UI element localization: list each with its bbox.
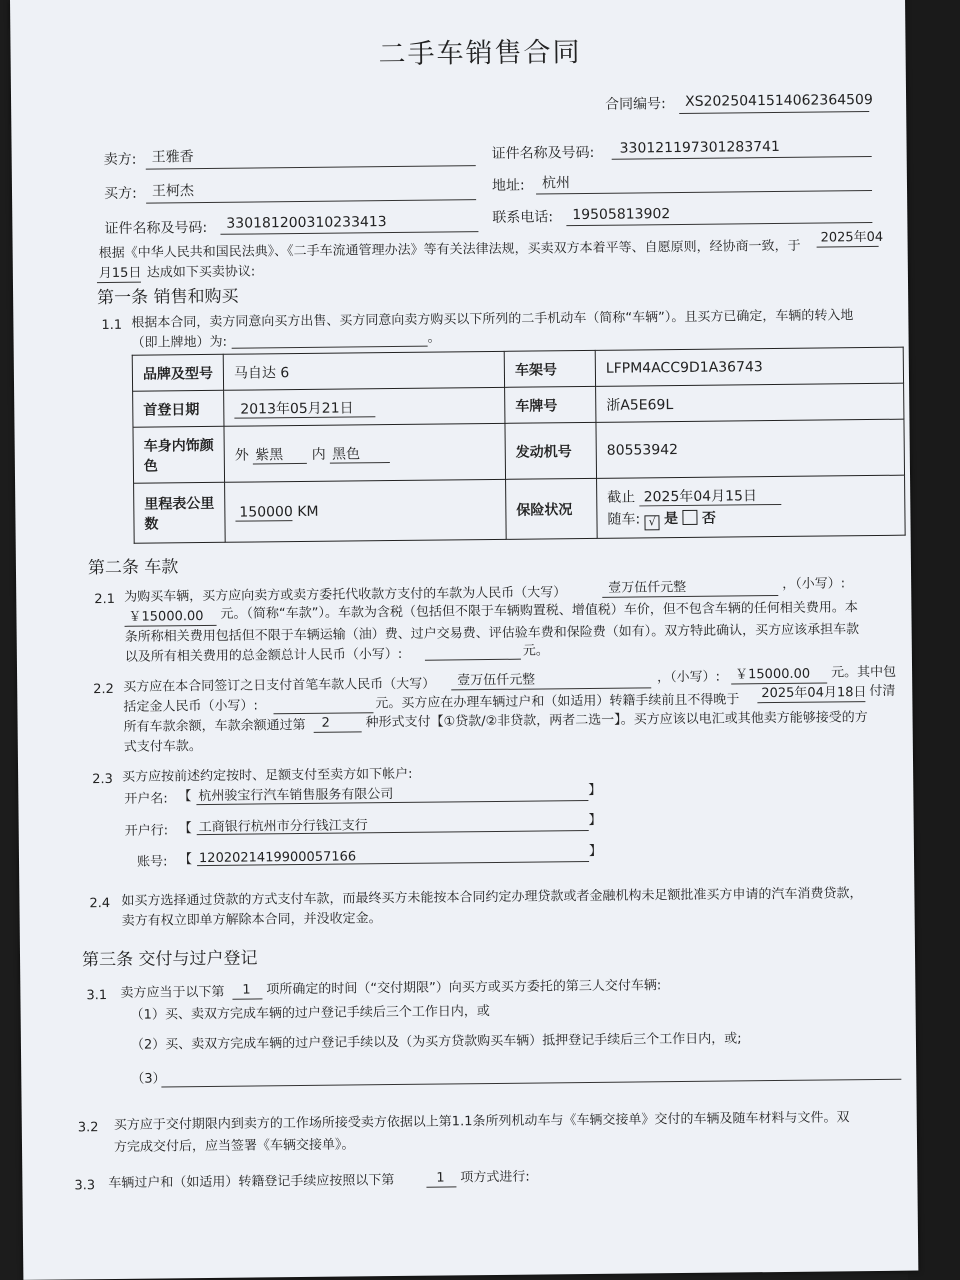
account-name-label: 开户名: xyxy=(124,791,168,807)
clause-2-2-text: 付清 xyxy=(869,683,896,700)
yes-label: 是 xyxy=(664,510,679,527)
buyer-label: 买方: xyxy=(103,185,137,203)
insurance-label: 保险状况 xyxy=(506,478,598,539)
account-name: 杭州骏宝行汽车销售服务有限公司 xyxy=(198,787,394,805)
delivery-option-2: （2）买、卖双方完成车辆的过户登记手续以及（为买方贷款购买车辆）抵押登记手续后三个工作日内，或; xyxy=(130,1031,742,1053)
engine-label: 发动机号 xyxy=(505,422,597,479)
preamble-date: 2025年04 xyxy=(820,229,884,246)
underline xyxy=(97,282,141,283)
interior-label: 内 xyxy=(311,446,326,463)
clause-number: 2.4 xyxy=(89,896,111,912)
clause-number: 3.2 xyxy=(77,1120,99,1136)
clause-2-1-text: ，（小写）: xyxy=(782,576,846,592)
seller-label: 卖方: xyxy=(103,151,137,169)
underline xyxy=(146,165,476,169)
article-3-title: 第三条 交付与过户登记 xyxy=(81,948,258,971)
reg-date-label: 首登日期 xyxy=(133,390,224,427)
color-value xyxy=(224,423,506,482)
transfer-item: 1 xyxy=(436,1170,445,1186)
buyer-name: 王柯杰 xyxy=(151,183,195,200)
clause-2-2-text: 买方应在本合同签订之日支付首笔车款人民币（大写） xyxy=(123,676,436,695)
color-label: 车身内饰颜色 xyxy=(133,426,225,483)
article-1-title: 第一条 销售和购买 xyxy=(97,286,239,309)
insurance-value xyxy=(597,475,906,538)
clause-2-4-text: 如买方选择通过贷款的方式支付车款，而最终买方未能按本合同约定办理贷款或者金融机构未足额批准买方申请的汽车消费贷款， xyxy=(121,886,863,909)
plate-value: 浙A5E69L xyxy=(596,383,904,422)
clause-number: 1.1 xyxy=(101,317,123,334)
address: 杭州 xyxy=(541,175,571,192)
clause-3-3-text: 项方式进行: xyxy=(460,1169,530,1186)
bracket: 【 xyxy=(178,789,192,805)
buyer-id-label: 证件名称及号码: xyxy=(104,219,208,238)
clause-1-1-text: （即上牌地）为: xyxy=(131,334,228,351)
mileage-value xyxy=(225,479,507,542)
buyer-id: 330181200310233413 xyxy=(226,214,387,232)
address-label: 地址: xyxy=(491,177,525,194)
clause-3-2-text: 买方应于交付期限内到卖方的工作场所接受卖方依据以上第1.1条所列机动车与《车辆交接单》交付的车辆及随车材料与文件。双 xyxy=(113,1110,850,1133)
underline xyxy=(314,731,362,733)
vin-value: LFPM4ACC9D1A36743 xyxy=(595,347,903,386)
clause-2-1-text: 元。 xyxy=(522,643,549,659)
plate-label: 车牌号 xyxy=(505,386,596,423)
clause-2-1-text: 以及所有相关费用的总金额总计人民币（小写）: xyxy=(124,646,403,665)
vin-label: 车架号 xyxy=(504,350,595,387)
clause-2-1-text: 为购买车辆，买方应向卖方或卖方委托代收款方支付的车款为人民币（大写） xyxy=(124,585,567,605)
no-label: 否 xyxy=(701,510,717,527)
underline xyxy=(536,190,872,195)
brand-value: 马自达 6 xyxy=(223,351,504,390)
reg-date-value xyxy=(224,387,505,426)
clause-1-1-end: 。 xyxy=(427,330,441,346)
clause-2-2-text: ，（小写）: xyxy=(657,669,721,686)
underline xyxy=(679,111,869,114)
clause-2-3-text: 买方应按前述约定按时、足额支付至卖方如下帐户: xyxy=(122,766,413,785)
price-in-words: 壹万伍仟元整 xyxy=(608,579,687,596)
article-2-title: 第二条 车款 xyxy=(87,557,179,579)
brand-label: 品牌及型号 xyxy=(132,354,223,391)
underline xyxy=(425,659,521,661)
bracket: 】 xyxy=(588,843,603,859)
insurance-deadline-label: 截止 xyxy=(607,488,636,506)
account-no-label: 账号: xyxy=(136,854,168,870)
phone: 19505813902 xyxy=(572,206,671,224)
contract-page xyxy=(10,0,918,1280)
contract-title: 二手车销售合同 xyxy=(378,37,582,71)
engine-value: 80553942 xyxy=(596,419,905,478)
contract-no-label: 合同编号: xyxy=(605,96,666,113)
clause-2-2-text: 元。买方应在办理车辆过户和（如适用）转籍手续前且不得晚于 xyxy=(375,692,740,712)
checkbox-no xyxy=(682,509,697,524)
delivery-option-1: （1）买、卖双方完成车辆的过户登记手续后三个工作日内，或 xyxy=(130,1004,490,1023)
checkbox-yes: √ xyxy=(645,515,660,530)
account-bank-label: 开户行: xyxy=(124,823,169,839)
delivery-option-3: （3） xyxy=(131,1071,166,1087)
clause-number: 2.2 xyxy=(93,681,114,698)
interior-color: 黑色 xyxy=(330,446,390,464)
clause-2-1-text: 元。（简称“车款”）。车款为含税（包括但不限于车辆购置税、增值税）车价，但不包含车辆的任何相关费用。本 xyxy=(220,600,858,622)
clause-2-4-text: 卖方有权立即单方解除本合同，并没收定金。 xyxy=(121,911,382,929)
clause-number: 2.1 xyxy=(94,591,116,608)
clause-number: 3.3 xyxy=(74,1178,96,1194)
clause-3-2-text: 方完成交付后，应当签署《车辆交接单》。 xyxy=(113,1137,355,1155)
bracket: 【 xyxy=(178,852,193,868)
reg-date: 2013年05月21日 xyxy=(234,400,375,418)
underline xyxy=(757,701,865,703)
bracket: 【 xyxy=(178,821,192,837)
clause-1-1-text: 根据本合同，卖方同意向买方出售、买方同意向卖方购买以下所列的二手机动车（简称“车辆”）。且买方已确定，车辆的转入地 xyxy=(131,308,854,331)
clause-2-2-text: 括定金人民币（小写）: xyxy=(123,698,258,715)
contract-no: XS2025041514062364509 xyxy=(685,91,873,110)
preamble-text-end: 达成如下买卖协议: xyxy=(146,264,256,281)
vehicle-table xyxy=(132,347,906,544)
mileage-label: 里程表公里数 xyxy=(134,482,226,543)
mileage: 150000 xyxy=(235,504,293,522)
underline xyxy=(161,1079,901,1088)
clause-2-2-text: 种形式支付【①贷款/②非贷款，两者二选一】。买方应该以电汇或其他卖方能够接受的方 xyxy=(365,710,868,731)
clause-2-2-text: 元。其中包 xyxy=(831,664,897,681)
payment-method: 2 xyxy=(321,715,330,731)
exterior-color: 紫黑 xyxy=(253,446,307,464)
delivery-item: 1 xyxy=(242,982,251,998)
seller-id-label: 证件名称及号码: xyxy=(491,144,595,162)
underline xyxy=(146,199,476,203)
balance-deadline: 2025年04月18日 xyxy=(761,685,867,702)
clause-2-1-text: 条所称相关费用包括但不限于车辆运输（油）费、过户交易费、评估验车费和保险费（如有）。双方特此确认，买方应该承担车款 xyxy=(124,622,860,645)
preamble-date-cont: 月15日 xyxy=(98,265,142,282)
seller-id: 330121197301283741 xyxy=(619,138,781,157)
clause-2-2-text: 所有车款余额，车款余额通过第 xyxy=(123,717,306,735)
underline xyxy=(426,1186,456,1187)
bracket: 】 xyxy=(588,812,602,828)
seller-name: 王雅香 xyxy=(151,149,194,166)
bracket: 】 xyxy=(588,782,602,798)
mileage-unit: KM xyxy=(297,503,319,520)
clause-number: 3.1 xyxy=(86,988,108,1004)
insurance-with-car-label: 随车: xyxy=(607,510,641,528)
account-number: 1202021419900057166 xyxy=(198,849,357,867)
insurance-deadline: 2025年04月15日 xyxy=(640,487,781,505)
phone-label: 联系电话: xyxy=(492,209,554,226)
price-number: ￥15000.00 xyxy=(128,609,204,625)
first-payment-number: ￥15000.00 xyxy=(735,666,811,683)
preamble-text: 根据《中华人民共和国民法典》、《二手车流通管理办法》等有关法律法规，买卖双方本着平等、自愿原则，经协商一致，于 xyxy=(98,238,801,262)
clause-2-2-text: 式支付车款。 xyxy=(123,739,202,755)
clause-number: 2.3 xyxy=(92,771,113,788)
exterior-label: 外 xyxy=(234,447,249,464)
underline xyxy=(125,625,217,627)
clause-3-1-text: 项所确定的时间（“交付期限”）向买方或买方委托的第三人交付车辆: xyxy=(266,978,662,998)
underline xyxy=(232,998,262,999)
clause-3-1-text: 卖方应当于以下第 xyxy=(120,984,225,1001)
underline xyxy=(817,246,879,248)
clause-3-3-text: 车辆过户和（如适用）转籍登记手续应按照以下第 xyxy=(108,1173,395,1192)
first-payment-words: 壹万伍仟元整 xyxy=(457,672,536,689)
underline xyxy=(232,346,428,349)
account-bank: 工商银行杭州市分行钱江支行 xyxy=(198,818,368,836)
